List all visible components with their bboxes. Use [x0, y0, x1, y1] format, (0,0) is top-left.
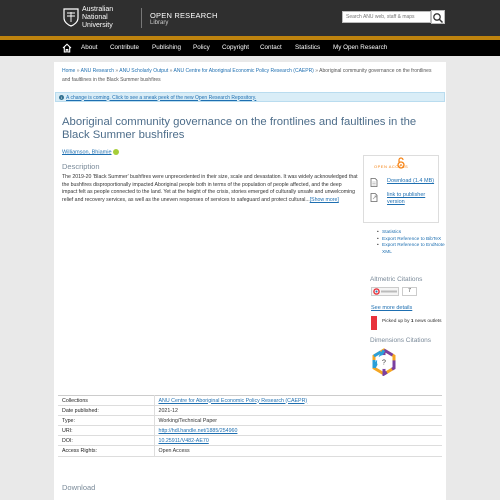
author-link[interactable] [62, 149, 119, 155]
metadata-value: Open Access [154, 446, 442, 456]
table-row [58, 406, 442, 416]
breadcrumb-home[interactable]: Home [62, 68, 76, 74]
nav-item-contact[interactable]: Contact [260, 44, 282, 51]
breadcrumb-separator: » [76, 68, 80, 74]
anu-crest-icon[interactable] [62, 7, 80, 27]
search-input[interactable] [342, 11, 431, 23]
breadcrumb-anu-research[interactable]: ANU Research [80, 68, 114, 74]
info-icon: i [59, 95, 64, 100]
description-heading: Description [62, 162, 100, 171]
metadata-value: 2021-12 [154, 406, 442, 416]
news-indicator [371, 316, 377, 330]
external-link-icon [370, 193, 378, 202]
uri-link[interactable]: http://hdl.handle.net/1885/254960 [154, 426, 442, 436]
university-line: Australian [82, 6, 114, 13]
altmetric-donut-icon [373, 288, 399, 295]
breadcrumb-current: Aboriginal community governance on the frontlines and faultlines in the Black Summer bushfires [62, 68, 432, 83]
nav-item-policy[interactable]: Policy [193, 44, 210, 51]
site-title[interactable]: OPEN RESEARCH [150, 11, 218, 20]
breadcrumb-separator: » [115, 68, 119, 74]
open-access-text: OPEN ACCESS [374, 164, 409, 169]
nav-item-statistics[interactable]: Statistics [295, 44, 321, 51]
table-row [58, 396, 442, 406]
download-link[interactable]: Download (1.4 MB) [387, 178, 435, 184]
nav-item-my-open-research[interactable]: My Open Research [333, 44, 388, 51]
download-heading: Download [62, 483, 96, 492]
alert-link[interactable]: A change is coming. Click to see a sneak peek of the new Open Research Repository. [66, 94, 257, 101]
open-access-label [374, 164, 408, 169]
search-button[interactable] [431, 10, 445, 24]
author-name[interactable]: Williamson, Bhiamie [62, 149, 112, 156]
breadcrumb-caepr[interactable]: ANU Centre for Aboriginal Economic Policy Research (CAEPR) [173, 68, 314, 74]
metadata-key: DOI: [58, 436, 154, 446]
university-line: University [82, 22, 113, 29]
orcid-icon[interactable] [113, 149, 119, 155]
news-mentions [382, 318, 444, 325]
header-divider [141, 8, 142, 28]
breadcrumb [62, 67, 440, 84]
info-alert [55, 92, 445, 102]
university-line: National [82, 14, 108, 21]
news-prefix: Picked up by [382, 319, 411, 324]
table-row [58, 436, 442, 446]
see-more-details-link[interactable]: See more details [371, 305, 413, 311]
site-subtitle: Library [150, 20, 169, 26]
nav-item-copyright[interactable]: Copyright [222, 44, 249, 51]
altmetric-badge[interactable] [371, 287, 399, 296]
description-body: The 2019-20 'Black Summer' bushfires were unprecedented in their size, scale and devastation. It was widely acknowledged that the bushfires disproportionally impacted Aboriginal people both in terms of the population of people affected, and the deep impact felt as people connected to the land. Yet at the height of the crisis, stories emerged of culturally unsafe and unwelcoming relief and recovery services, as well as the uneven responses of services to safeguard and protect cultural... [62, 174, 358, 203]
dimensions-heading: Dimensions Citations [370, 337, 432, 344]
metadata-key: Access Rights: [58, 446, 154, 456]
metadata-key: URI: [58, 426, 154, 436]
statistics-link[interactable]: • Statistics [377, 230, 447, 237]
export-bibtex-link[interactable]: • Export Reference to BibTeX [377, 237, 447, 244]
table-row [58, 446, 442, 456]
altmetric-heading: Altmetric Citations [370, 276, 423, 283]
metadata-key: Type: [58, 416, 154, 426]
metadata-value: Working/Technical Paper [154, 416, 442, 426]
nav-item-about[interactable]: About [81, 44, 98, 51]
breadcrumb-separator: » [169, 68, 173, 74]
altmetric-count[interactable]: 7 [402, 287, 417, 296]
description-text [62, 174, 358, 204]
main-nav [0, 40, 500, 56]
breadcrumb-separator: » [315, 68, 319, 74]
search-icon [432, 12, 444, 24]
metadata-table [58, 395, 442, 457]
nav-item-publishing[interactable]: Publishing [152, 44, 182, 51]
metadata-key: Date published: [58, 406, 154, 416]
breadcrumb-anu-scholarly-output[interactable]: ANU Scholarly Output [119, 68, 169, 74]
publisher-version-link[interactable]: link to publisher version [387, 192, 426, 205]
table-row [58, 426, 442, 436]
table-row [58, 416, 442, 426]
show-more-link[interactable]: [Show more] [309, 196, 339, 203]
item-title: Aboriginal community governance on the frontlines and faultlines in the Black Summer bushfires [62, 116, 417, 141]
dimensions-badge-icon[interactable] [370, 348, 398, 376]
news-suffix: news outlets [413, 319, 442, 324]
news-count: 1 [410, 319, 414, 324]
export-endnote-link[interactable]: • Export Reference to EndNote XML [377, 243, 447, 256]
doi-link[interactable]: 10.25911/V482-AE70 [154, 436, 442, 446]
university-name[interactable] [82, 6, 113, 30]
nav-item-contribute[interactable]: Contribute [110, 44, 140, 51]
home-icon[interactable] [62, 43, 72, 53]
site-header [0, 0, 500, 36]
document-icon [370, 178, 378, 187]
metadata-key: Collections [58, 396, 154, 406]
collections-link[interactable]: ANU Centre for Aboriginal Economic Policy Research (CAEPR) [154, 396, 442, 406]
dimensions-count: ? [382, 359, 386, 367]
item-links-list [377, 230, 447, 256]
